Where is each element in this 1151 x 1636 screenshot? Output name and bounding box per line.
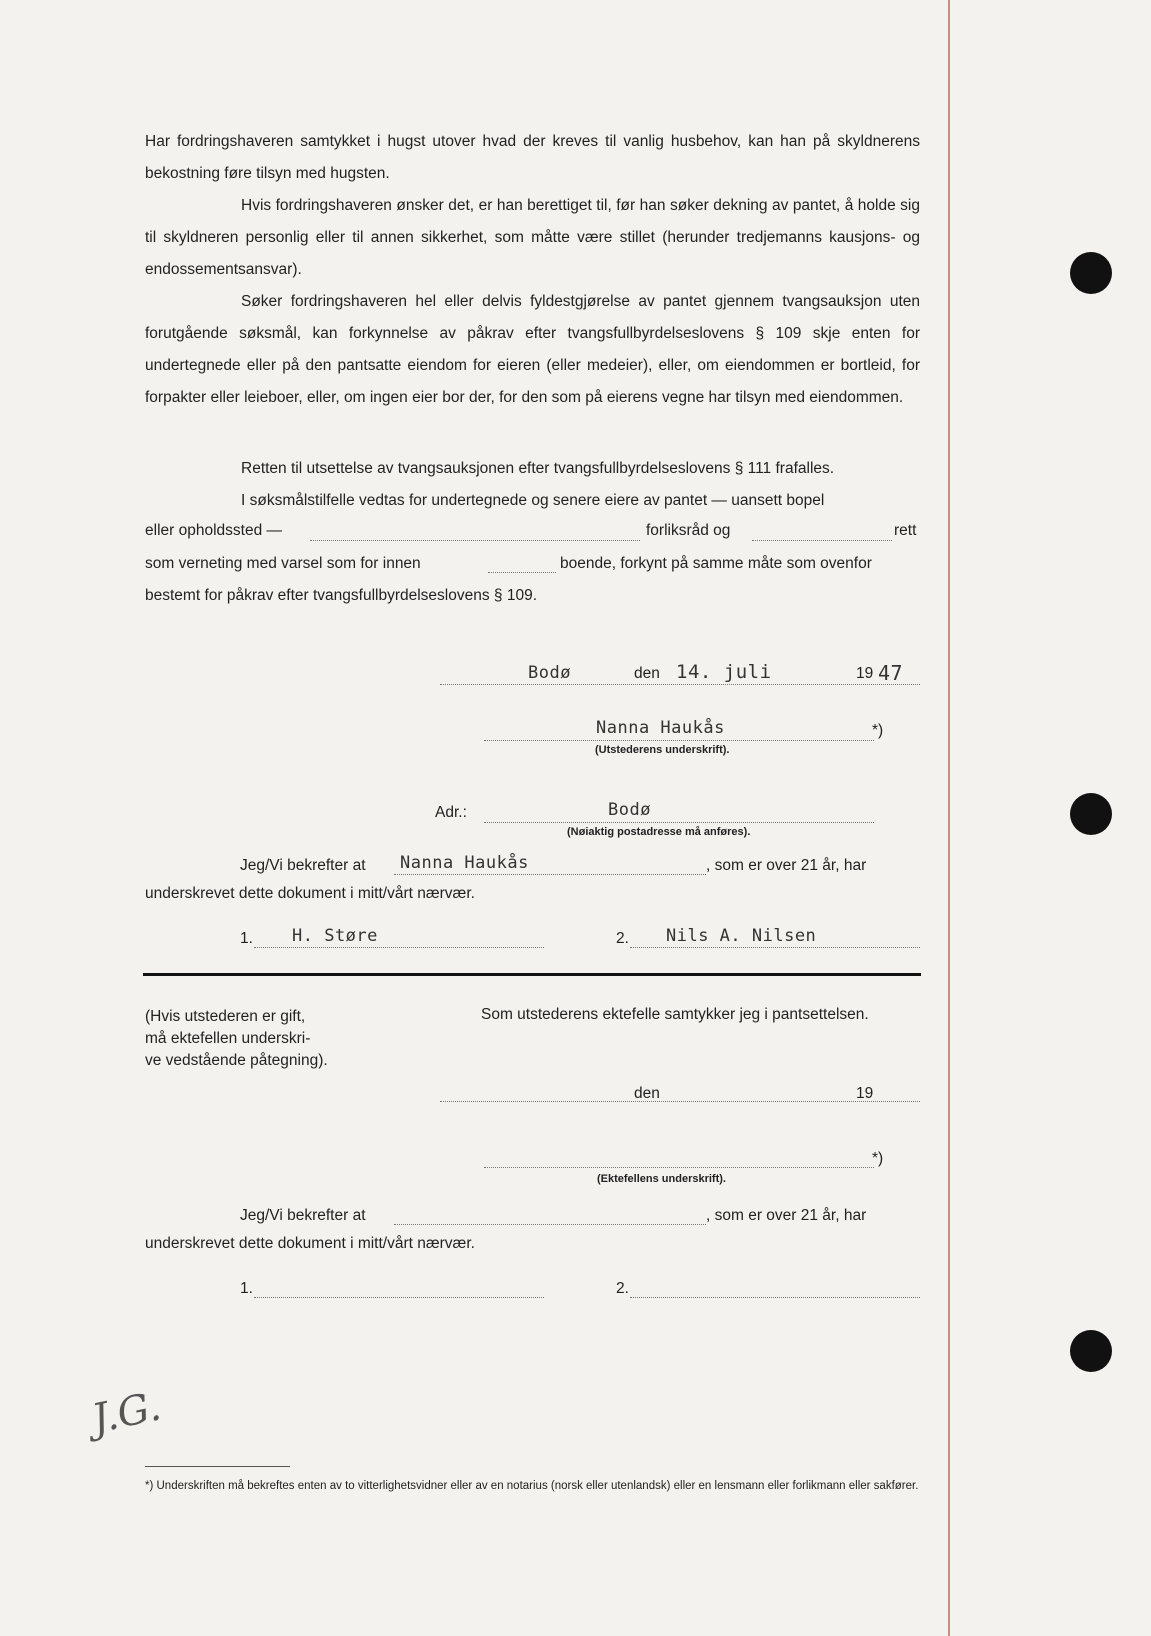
- witness1-signature: H. Støre: [292, 926, 378, 946]
- spouse-confirm-line2: underskrevet dette dokument i mitt/vårt nærvær.: [145, 1235, 475, 1252]
- spouse-confirm-suffix: , som er over 21 år, har: [706, 1207, 867, 1224]
- address-line: [484, 822, 874, 823]
- spouse-witness2-number: 2.: [616, 1280, 629, 1297]
- issuer-caption: (Utstederens underskrift).: [595, 744, 730, 756]
- spouse-date-line: [440, 1101, 920, 1102]
- witness1-number: 1.: [240, 930, 253, 947]
- place-handwritten: Bodø: [528, 663, 571, 683]
- spouse-witness1-number: 1.: [240, 1280, 253, 1297]
- address-label: Adr.:: [435, 804, 467, 821]
- text-rett: rett: [894, 522, 917, 539]
- witness2-signature: Nils A. Nilsen: [666, 926, 817, 946]
- spouse-confirm-name-line: [394, 1224, 706, 1225]
- spouse-note-line2: må ektefellen underskri-: [145, 1030, 311, 1047]
- text-bestemt: bestemt for påkrav efter tvangsfullbyrdelseslovens § 109.: [145, 587, 538, 604]
- handwritten-initials: J.G.: [87, 1383, 165, 1443]
- spouse-witness1-line: [254, 1297, 544, 1298]
- spouse-note-line3: ve vedstående påtegning).: [145, 1052, 328, 1069]
- red-margin-line: [948, 0, 950, 1636]
- text-boende: boende, forkynt på samme måte som ovenfor: [560, 555, 872, 572]
- spouse-asterisk: *): [872, 1150, 884, 1167]
- confirm-name-handwritten: Nanna Haukås: [400, 853, 529, 873]
- spouse-consent: Som utstederens ektefelle samtykker jeg i pantsettelsen.: [481, 1006, 869, 1023]
- confirm-suffix: , som er over 21 år, har: [706, 857, 867, 874]
- text-forliksrad: forliksråd og: [646, 522, 731, 539]
- paragraph-hugst: Har fordringshaveren samtykket i hugst utover hvad der kreves til vanlig husbehov, kan han på skyldnerens bekostning føre tilsyn med hugsten.: [145, 133, 920, 182]
- blank-forliksrad: [310, 540, 640, 541]
- witness1-line: [254, 947, 544, 948]
- text-den: den: [634, 665, 660, 682]
- blank-rett: [752, 540, 892, 541]
- blank-innen: [488, 572, 556, 573]
- confirm-name-line: [394, 874, 706, 875]
- spouse-caption: (Ektefellens underskrift).: [597, 1173, 726, 1185]
- footnote: *) Underskriften må bekreftes enten av to vitterlighetsvidner eller av en notarius (norsk eller utenlandsk) eller en lensmann eller forlikmann eller sakfører.: [145, 1480, 919, 1492]
- spouse-confirm-prefix: Jeg/Vi bekrefter at: [240, 1207, 366, 1224]
- text-asterisk-issuer: *): [872, 722, 884, 739]
- punch-hole-bottom: [1070, 1330, 1112, 1372]
- paragraph-utsettelse: Retten til utsettelse av tvangsauksjonen efter tvangsfullbyrdelseslovens § 111 frafalles.: [241, 460, 835, 477]
- spouse-note-line1: (Hvis utstederen er gift,: [145, 1008, 306, 1025]
- spouse-witness2-line: [630, 1297, 920, 1298]
- confirm-prefix: Jeg/Vi bekrefter at: [240, 857, 366, 874]
- punch-hole-top: [1070, 252, 1112, 294]
- confirm-line2: underskrevet dette dokument i mitt/vårt nærvær.: [145, 885, 475, 902]
- spouse-den: den: [634, 1085, 660, 1102]
- witness2-number: 2.: [616, 930, 629, 947]
- issuer-signature-line: [484, 740, 874, 741]
- section-divider: [143, 973, 921, 976]
- year-handwritten: 47: [878, 661, 904, 685]
- address-handwritten: Bodø: [608, 800, 651, 820]
- spouse-year-prefix: 19: [856, 1085, 874, 1102]
- text-verneting: som verneting med varsel som for innen: [145, 555, 421, 572]
- text-year-prefix: 19: [856, 665, 874, 682]
- spouse-signature-line: [484, 1167, 874, 1168]
- text-opholdssted: eller opholdssted —: [145, 522, 282, 539]
- date-handwritten: 14. juli: [676, 661, 772, 683]
- date-line: [440, 684, 920, 685]
- issuer-signature: Nanna Haukås: [596, 718, 725, 738]
- paragraph-fordringshaver-rett: Hvis fordringshaveren ønsker det, er han berettiget til, før han søker dekning av pantet, å holde sig til skyldneren personlig eller til annen sikkerhet, som måtte være stillet (herunder tredjemanns kausjons- og endossementsansvar).: [145, 197, 920, 278]
- paragraph-soksmal-line1: I søksmålstilfelle vedtas for undertegnede og senere eiere av pantet — uansett bopel: [241, 492, 825, 509]
- punch-hole-middle: [1070, 793, 1112, 835]
- paragraph-tvangsauksjon: Søker fordringshaveren hel eller delvis fyldestgjørelse av pantet gjennem tvangsauksjon uten forutgående søksmål, kan forkynnelse av påkrav efter tvangsfullbyrdelseslovens § 109 skje enten for undertegnede eller på den pantsatte eiendom for eieren (eller medeier), eller, om eiendommen er bortleid, for forpakter eller leieboer, eller, om ingen eier bor der, for den som på eierens vegne har tilsyn med eiendommen.: [145, 293, 920, 406]
- witness2-line: [630, 947, 920, 948]
- footnote-rule: [145, 1466, 290, 1467]
- address-caption: (Nøiaktig postadresse må anføres).: [567, 826, 751, 838]
